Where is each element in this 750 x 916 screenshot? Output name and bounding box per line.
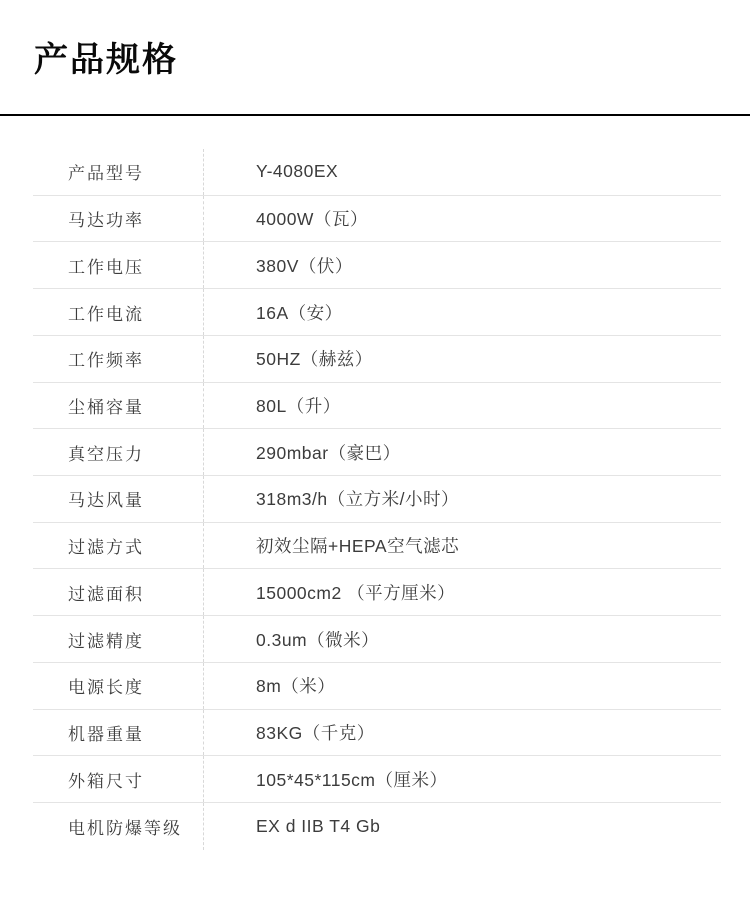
spec-label: 过滤方式 <box>68 538 144 558</box>
spec-value: 80L（升） <box>203 383 721 429</box>
spec-row <box>33 149 721 196</box>
spec-value: 初效尘隔+HEPA空气滤芯 <box>203 523 721 569</box>
spec-row <box>33 429 721 476</box>
spec-value: 16A（安） <box>203 289 721 335</box>
spec-row <box>33 663 721 710</box>
spec-label: 马达功率 <box>68 211 144 231</box>
spec-value: 0.3um（微米） <box>203 616 721 662</box>
page-title: 产品规格 <box>34 41 178 79</box>
spec-row <box>33 242 721 289</box>
spec-label: 电源长度 <box>68 678 144 698</box>
spec-value: EX d IIB T4 Gb <box>203 803 721 850</box>
spec-value: 50HZ（赫兹） <box>203 336 721 382</box>
spec-row <box>33 569 721 616</box>
spec-row <box>33 336 721 383</box>
spec-value: 83KG（千克） <box>203 710 721 756</box>
spec-row <box>33 383 721 430</box>
spec-label: 外箱尺寸 <box>68 771 144 791</box>
spec-value: 105*45*115cm（厘米） <box>203 756 721 802</box>
spec-value: Y-4080EX <box>203 149 721 195</box>
spec-row <box>33 710 721 757</box>
spec-label: 产品型号 <box>68 164 144 184</box>
spec-row <box>33 196 721 243</box>
spec-row <box>33 616 721 663</box>
spec-label: 工作频率 <box>68 351 144 371</box>
spec-label: 机器重量 <box>68 724 144 744</box>
spec-row <box>33 523 721 570</box>
spec-label: 过滤精度 <box>68 631 144 651</box>
spec-label: 真空压力 <box>68 444 144 464</box>
title-divider-rule <box>0 114 750 116</box>
spec-value: 380V（伏） <box>203 242 721 288</box>
spec-label: 马达风量 <box>68 491 144 511</box>
spec-label: 工作电流 <box>68 304 144 324</box>
spec-row <box>33 476 721 523</box>
spec-label: 工作电压 <box>68 257 144 277</box>
spec-table <box>33 149 721 850</box>
spec-row <box>33 803 721 850</box>
spec-label: 电机防爆等级 <box>68 818 182 838</box>
spec-value: 318m3/h（立方米/小时） <box>203 476 721 522</box>
spec-row <box>33 289 721 336</box>
spec-label: 过滤面积 <box>68 584 144 604</box>
spec-value: 8m（米） <box>203 663 721 709</box>
spec-value: 4000W（瓦） <box>203 196 721 242</box>
spec-row <box>33 756 721 803</box>
spec-label: 尘桶容量 <box>68 397 144 417</box>
spec-value: 290mbar（豪巴） <box>203 429 721 475</box>
spec-value: 15000cm2 （平方厘米） <box>203 569 721 615</box>
